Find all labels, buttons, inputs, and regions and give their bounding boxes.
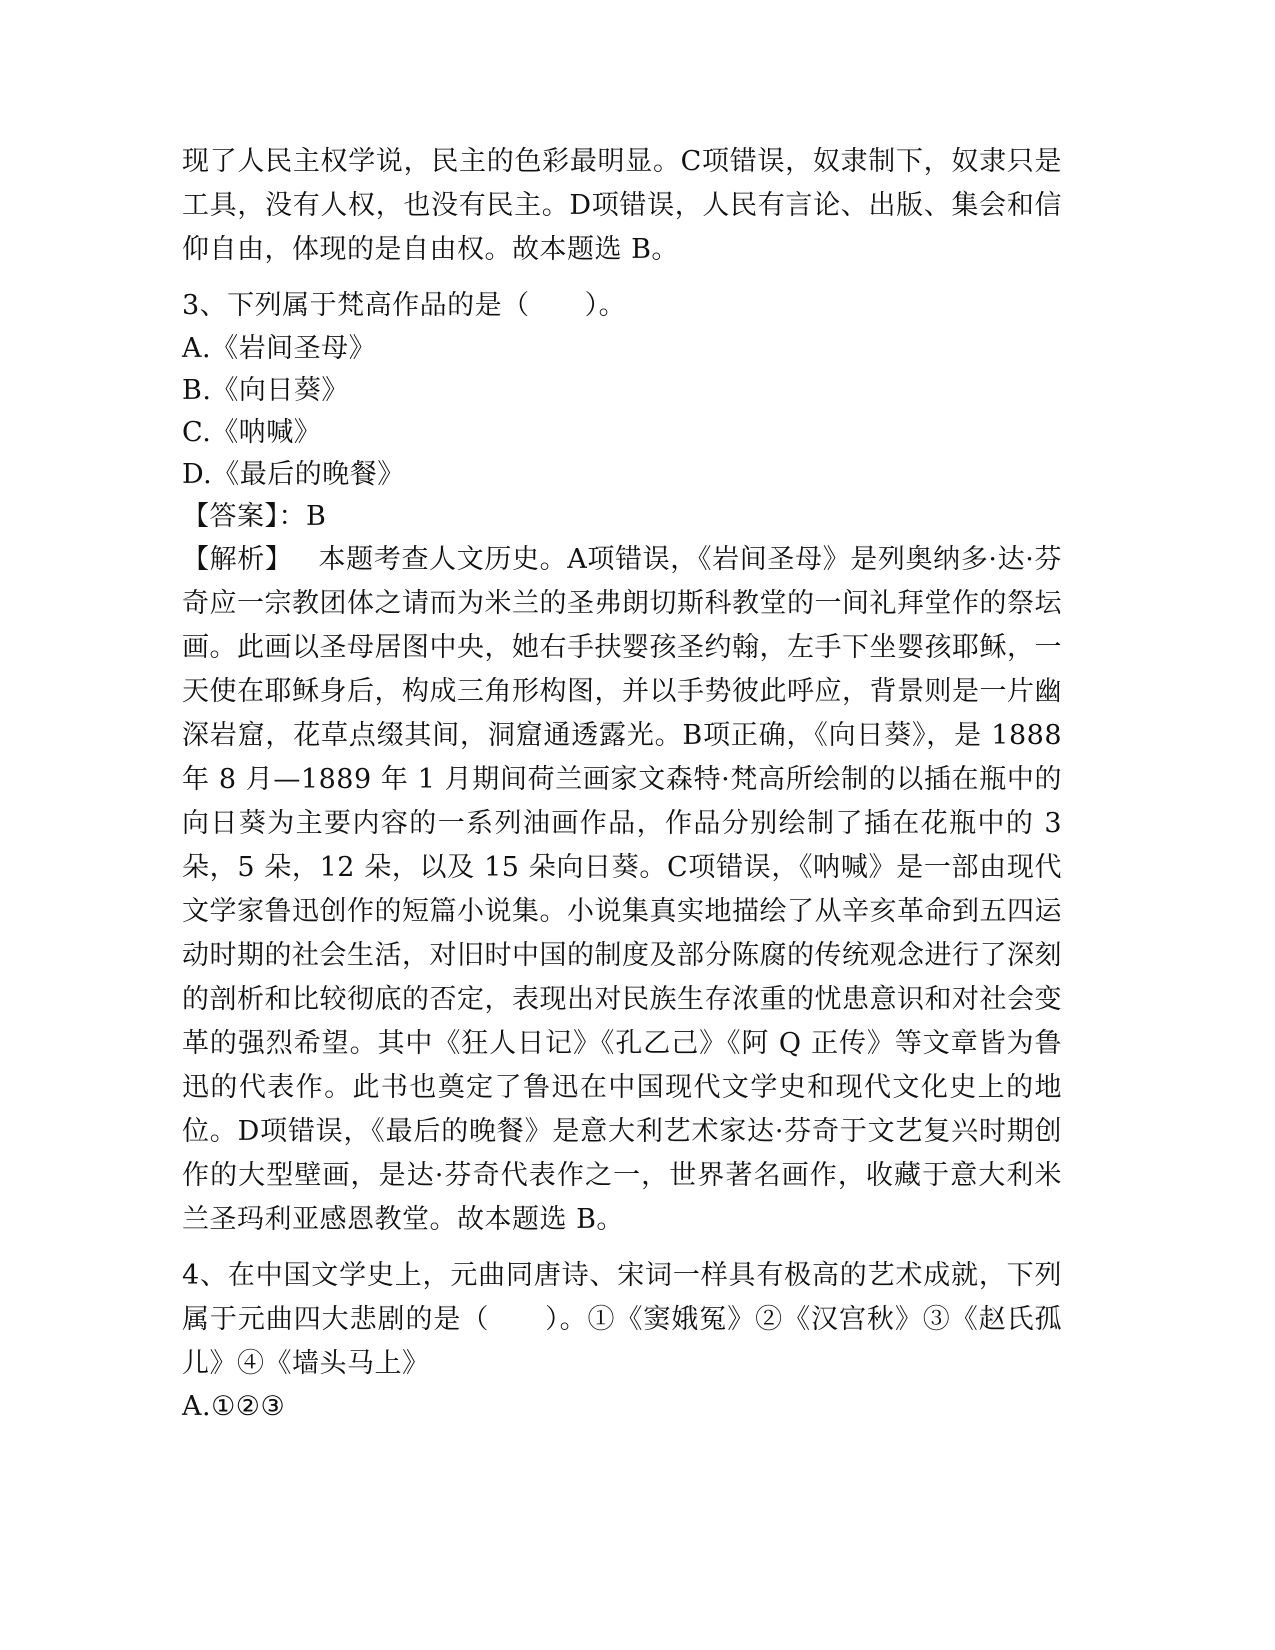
- question-4: [182, 1254, 1062, 1428]
- question-3-option-d: D.《最后的晚餐》: [182, 459, 405, 490]
- analysis-label: 【解析】: [182, 544, 293, 575]
- question-3: [182, 284, 1062, 1242]
- question-4-stem: 4、在中国文学史上，元曲同唐诗、宋词一样具有极高的艺术成就，下列属于元曲四大悲剧的是（ ）。①《窦娥冤》②《汉宫秋》③《赵氏孤儿》④《墙头马上》: [182, 1260, 1062, 1379]
- analysis-text: 本题考查人文历史。A项错误，《岩间圣母》是列奥纳多·达·芬奇应一宗教团体之请而为米兰的圣弗朗切斯科教堂的一间礼拜堂作的祭坛画。此画以圣母居图中央，她右手扶婴孩圣约翰，左手下坐婴孩耶稣，一天使在耶稣身后，构成三角形构图，并以手势彼此呼应，背景则是一片幽深岩窟，花草点缀其间，洞窟通透露光。B项正确，《向日葵》，是 1888 年 8 月—1889 年 1 月期间荷兰画家文森特·梵高所绘制的以插在瓶中的向日葵为主要内容的一系列油画作品，作品分别绘制了插在花瓶中的 3 朵，5 朵，12 朵，以及 15 朵向日葵。C项错误，《呐喊》是一部由现代文学家鲁迅创作的短篇小说集。小说集真实地描绘了从辛亥革命到五四运动时期的社会生活，对旧时中国的制度及部分陈腐的传统观念进行了深刻的剖析和比较彻底的否定，表现出对民族生存浓重的忧患意识和对社会变革的强烈希望。其中《狂人日记》《孔乙己》《阿 Q 正传》等文章皆为鲁迅的代表作。此书也奠定了鲁迅在中国现代文学史和现代文化史上的地位。D项错误，《最后的晚餐》是意大利艺术家达·芬奇于文艺复兴时期创作的大型壁画，是达·芬奇代表作之一，世界著名画作，收藏于意大利米兰圣玛利亚感恩教堂。故本题选 B。: [182, 544, 1062, 1235]
- document-page: [182, 140, 1062, 1428]
- question-3-option-a: A.《岩间圣母》: [182, 333, 377, 364]
- question-3-analysis: [182, 538, 1062, 1242]
- question-3-answer: 【答案】：B: [182, 501, 327, 532]
- question-2-analysis-tail: 现了人民主权学说，民主的色彩最明显。C项错误，奴隶制下，奴隶只是工具，没有人权，也没有民主。D项错误，人民有言论、出版、集会和信仰自由，体现的是自由权。故本题选 B。: [182, 146, 1062, 265]
- question-3-option-c: C.《呐喊》: [182, 417, 322, 448]
- question-4-option-a: A.①②③: [182, 1391, 286, 1422]
- question-3-option-b: B.《向日葵》: [182, 375, 349, 406]
- question-3-stem: 3、下列属于梵高作品的是（ ）。: [182, 290, 627, 321]
